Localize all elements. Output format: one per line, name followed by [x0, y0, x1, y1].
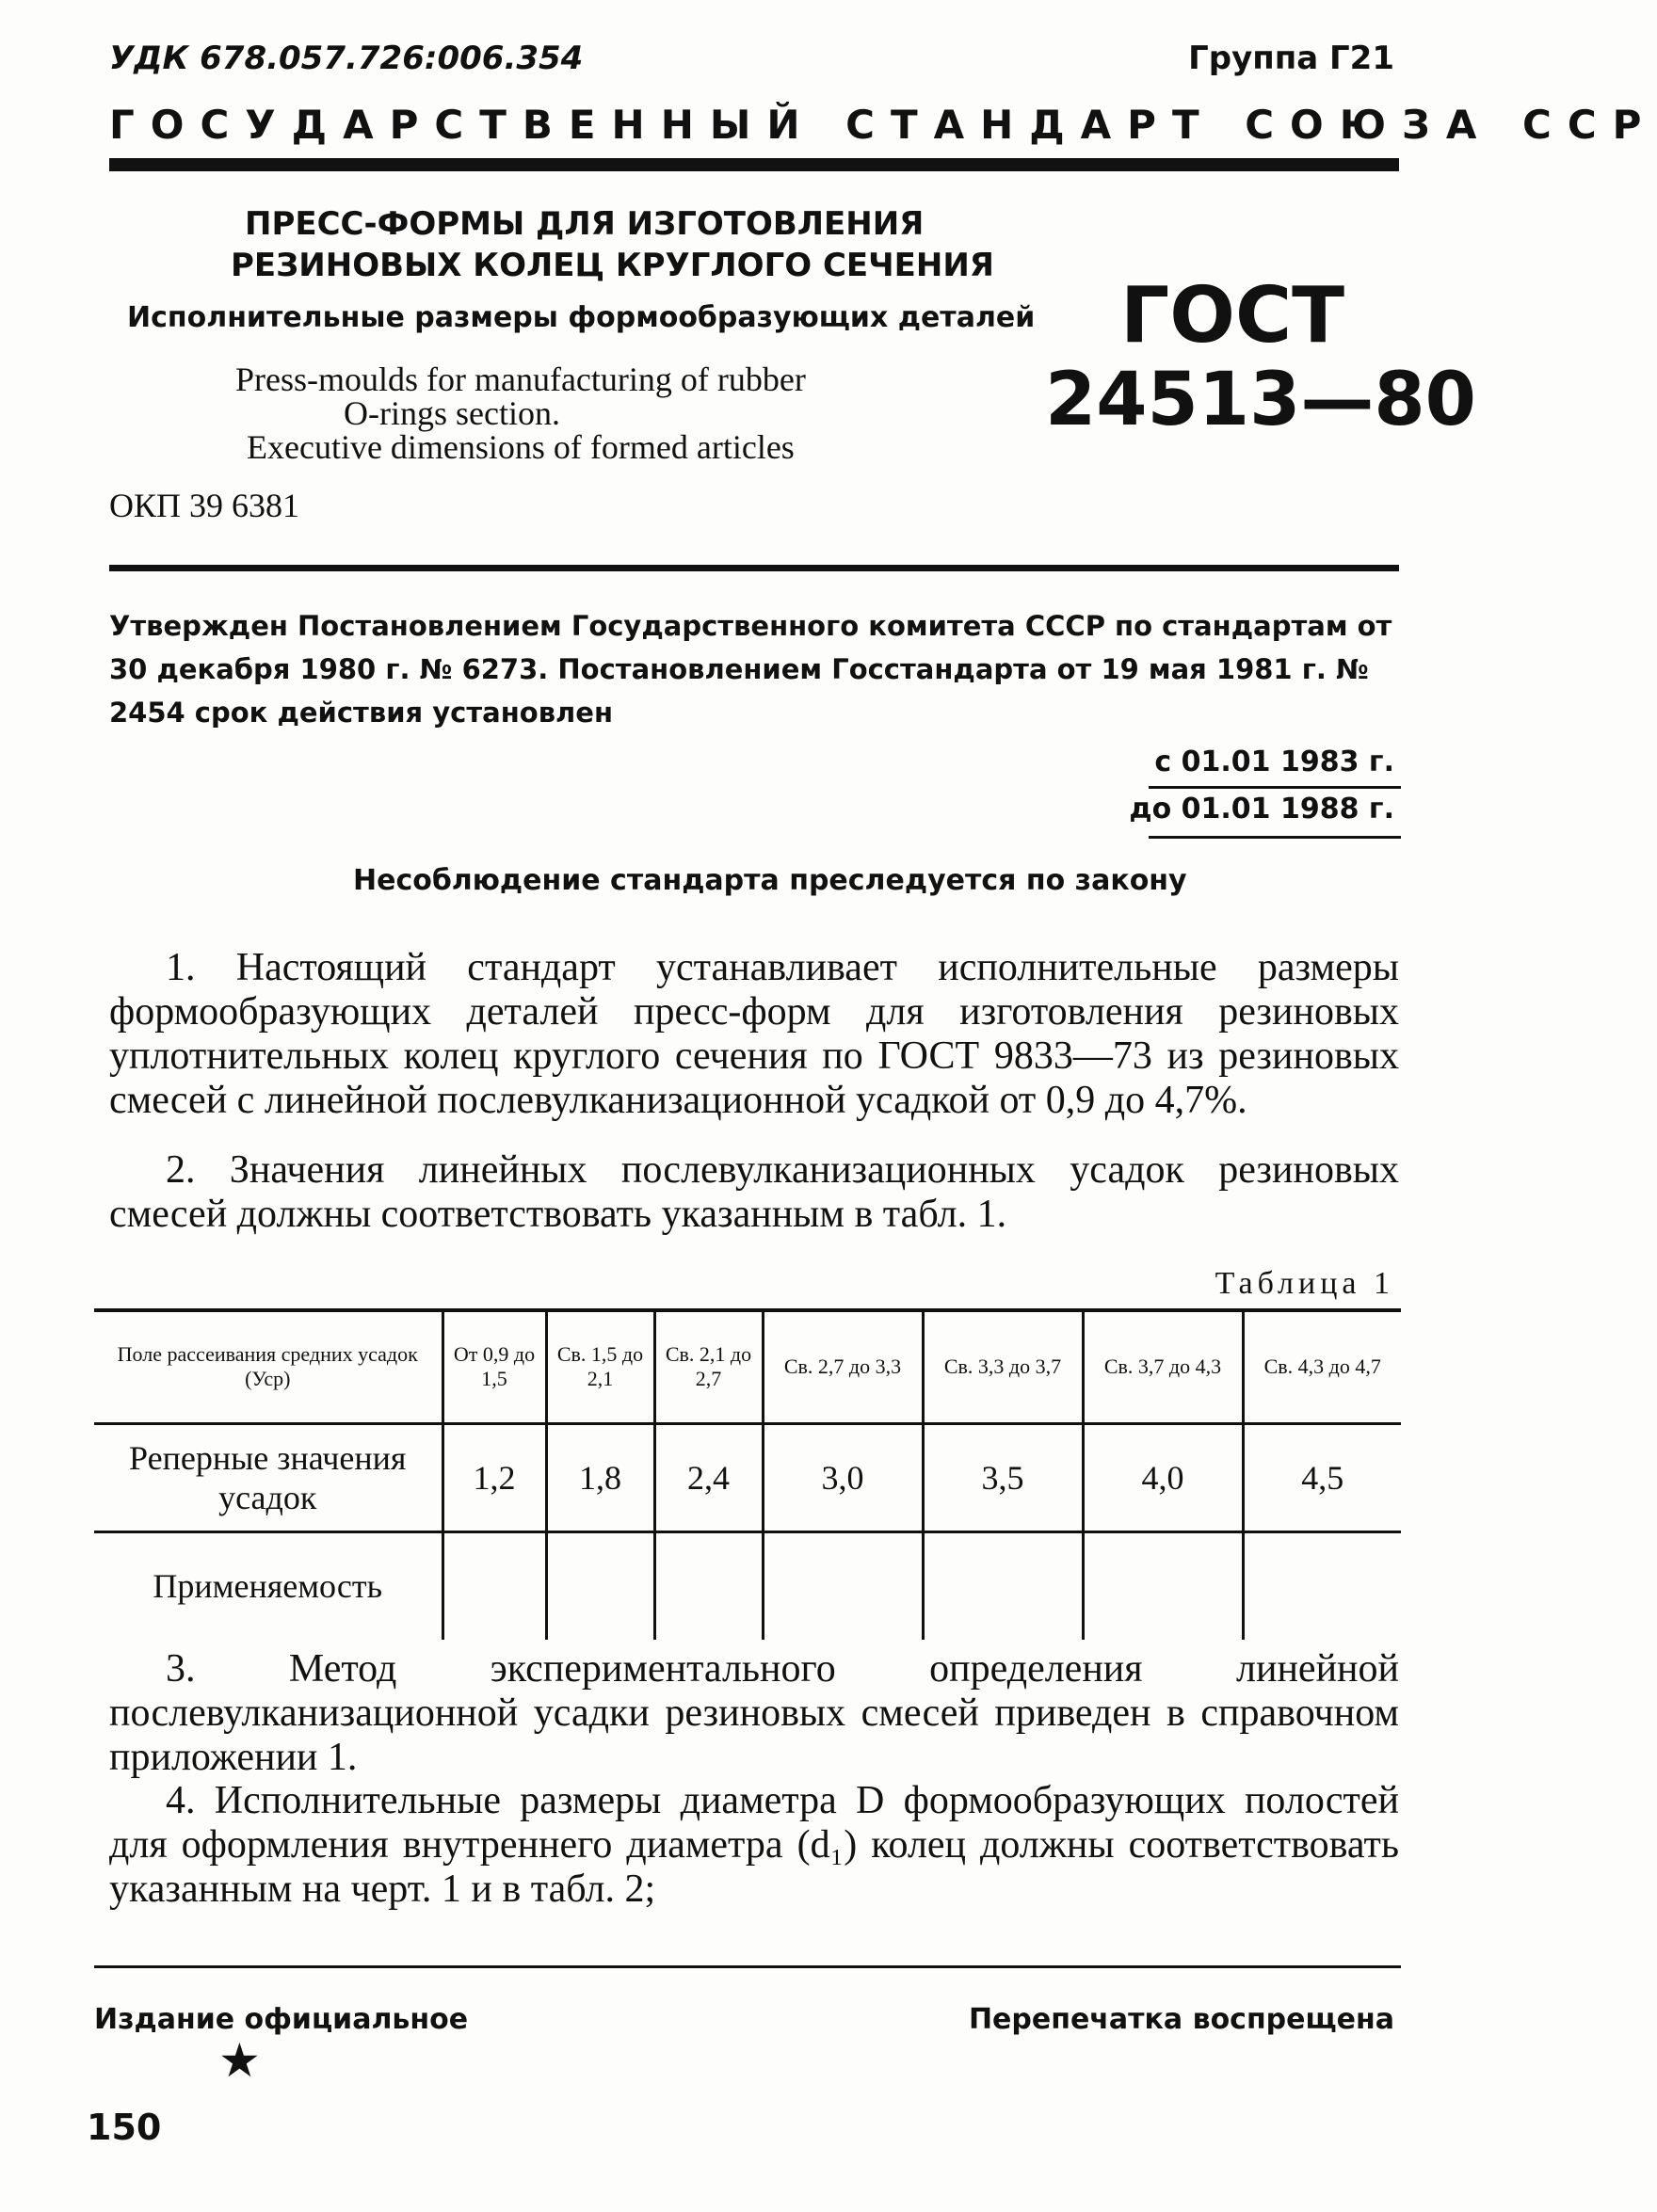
star-icon: ★: [218, 2033, 261, 2088]
table-cell: 4,0: [1083, 1423, 1243, 1531]
table-header-row: [94, 1310, 1401, 1423]
valid-to-date: до 01.01 1988 г.: [1129, 793, 1394, 825]
valid-from-date: с 01.01 1983 г.: [1154, 745, 1394, 778]
table-header-cell: Св. 4,3 до 4,7: [1243, 1310, 1401, 1423]
paragraph-1: [109, 946, 1399, 1123]
paragraph-2-text: 2. Значения линейных послевулканизационных усадок резиновых смесей должны соответствовать указанным в табл. 1.: [109, 1148, 1399, 1236]
table-row: [94, 1423, 1401, 1531]
table-cell: [546, 1531, 654, 1640]
date-rule-2: [1149, 836, 1401, 839]
table-row-label: Применяемость: [153, 1567, 383, 1606]
paragraph-3-text: 3. Метод экспериментального определения линейной послевулканизационной усадки резиновых смесей приведен в справочном приложении 1.: [109, 1647, 1399, 1779]
table-header-cell: Св. 2,7 до 3,3: [763, 1310, 923, 1423]
reprint-prohibited: Перепечатка воспрещена: [968, 2003, 1394, 2036]
official-edition: Издание официальное: [94, 2003, 469, 2036]
date-rule-1: [1149, 786, 1401, 789]
table-cell: 1,8: [546, 1423, 654, 1531]
table-cell: 1,2: [442, 1423, 546, 1531]
table-row-label: Реперные значения усадок: [94, 1423, 442, 1531]
gost-number: 24513—80: [1045, 358, 1476, 442]
table-cell: 3,0: [763, 1423, 923, 1531]
udk-code: УДК 678.057.726:006.354: [109, 40, 584, 77]
subtitle: Исполнительные размеры формообразующих деталей: [127, 301, 1036, 334]
table-cell: [923, 1531, 1083, 1640]
approval-text: Утвержден Постановлением Государственного комитета СССР по стандартам от 30 декабря 1980 г. № 6273. Постановлением Госстандарта от 19 мая 1981 г. № 2454 срок действия установлен: [109, 610, 1392, 729]
table-cell: [654, 1531, 763, 1640]
english-title-line-2: O-rings section.: [344, 394, 560, 432]
shrinkage-table: [94, 1308, 1401, 1640]
footer-rule: [94, 1965, 1401, 1968]
paragraph-3: [109, 1647, 1399, 1780]
legal-notice: Несоблюдение стандарта преследуется по закону: [353, 864, 1187, 897]
table-header-cell: Св. 3,7 до 4,3: [1083, 1310, 1243, 1423]
title-line-2: РЕЗИНОВЫХ КОЛЕЦ КРУГЛОГО СЕЧЕНИЯ: [231, 247, 994, 284]
state-standard-banner: ГОСУДАРСТВЕННЫЙ СТАНДАРТ СОЮЗА ССР: [109, 102, 1657, 148]
page-number: 150: [87, 2107, 162, 2148]
table-header-cell: От 0,9 до 1,5: [442, 1310, 546, 1423]
table-cell: 3,5: [923, 1423, 1083, 1531]
table-caption: Таблица 1: [1215, 1266, 1394, 1301]
title-line-1: ПРЕСС-ФОРМЫ ДЛЯ ИЗГОТОВЛЕНИЯ: [245, 205, 925, 243]
table-cell: 2,4: [654, 1423, 763, 1531]
table-cell: [1083, 1531, 1243, 1640]
group-code: Группа Г21: [1188, 40, 1394, 77]
table-header-cell: Св. 1,5 до 2,1: [546, 1310, 654, 1423]
table-cell: [1243, 1531, 1401, 1640]
table-header-cell: Св. 3,3 до 3,7: [923, 1310, 1083, 1423]
english-title-line-3: Executive dimensions of formed articles: [247, 428, 795, 466]
table-cell: 4,5: [1243, 1423, 1401, 1531]
title-rule: [109, 565, 1399, 571]
table-cell: [763, 1531, 923, 1640]
table-row: [94, 1531, 1401, 1640]
gost-label: ГОСТ: [1120, 271, 1345, 361]
table-header-first: Поле рассеивания средних усадок (Уср): [94, 1310, 442, 1423]
table-header-cell: Св. 2,1 до 2,7: [654, 1310, 763, 1423]
header-rule: [109, 158, 1399, 171]
paragraph-4: [109, 1779, 1399, 1912]
table-cell: [442, 1531, 546, 1640]
paragraph-1-text: 1. Настоящий стандарт устанавливает исполнительные размеры формообразующих деталей пресс-форм для изготовления резиновых уплотнительных колец круглого сечения по ГОСТ 9833—73 из резиновых смесей с линейной послевулканизационной усадкой от 0,9 до 4,7%.: [109, 946, 1399, 1122]
paragraph-2: [109, 1148, 1399, 1237]
okp-code: ОКП 39 6381: [109, 487, 300, 524]
english-title-line-1: Press-moulds for manufacturing of rubber: [235, 361, 806, 398]
paragraph-4-text: 4. Исполнительные размеры диаметра D формообразующих полостей для оформления внутреннего диаметра (d₁) колец должны соответствовать указанным на черт. 1 и в табл. 2;: [109, 1779, 1399, 1911]
